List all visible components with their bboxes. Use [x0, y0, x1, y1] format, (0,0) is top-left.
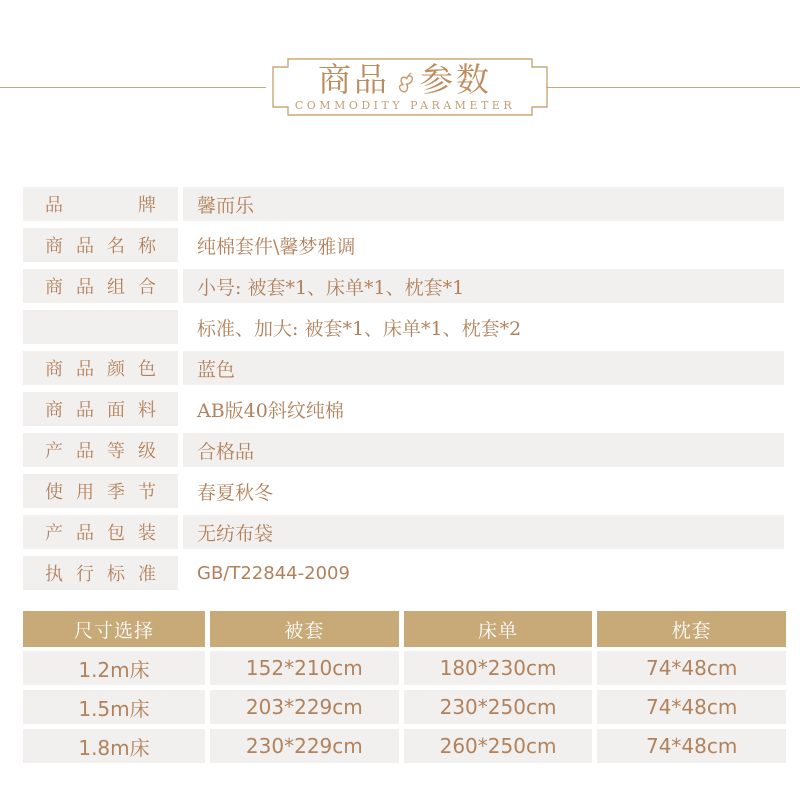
param-value: AB版40斜纹纯棉	[197, 399, 344, 422]
size-cell: 152*210cm	[210, 651, 399, 685]
param-label: 商 品 组 合	[23, 269, 178, 303]
param-value: 馨而乐	[183, 187, 784, 221]
param-row-brand	[23, 187, 784, 221]
param-label: 商 品 颜 色	[23, 351, 178, 385]
param-label: 产 品 等 级	[23, 433, 178, 467]
param-value: 合格品	[183, 433, 784, 467]
butterfly-icon	[391, 68, 420, 97]
size-cell: 1.2m床	[23, 651, 205, 685]
banner	[260, 55, 550, 119]
param-label: 使 用 季 节	[23, 474, 178, 508]
parameter-table	[23, 187, 784, 597]
param-value: 无纺布袋	[183, 515, 784, 549]
size-header-pillowcase: 枕套	[597, 611, 786, 647]
param-row-combination-2	[23, 310, 784, 344]
size-cell: 230*250cm	[404, 690, 593, 724]
param-value: 春夏秋冬	[197, 481, 274, 504]
param-row-standard	[23, 556, 784, 590]
param-row-grade	[23, 433, 784, 467]
size-header-duvet-cover: 被套	[210, 611, 399, 647]
param-label-empty	[23, 310, 178, 344]
param-value: 小号: 被套*1、床单*1、枕套*1	[183, 269, 784, 303]
size-header-bed-sheet: 床单	[404, 611, 593, 647]
param-label: 产 品 包 装	[23, 515, 178, 549]
param-row-packaging	[23, 515, 784, 549]
banner-rule-left	[0, 87, 266, 88]
size-cell: 1.5m床	[23, 690, 205, 724]
param-row-combination	[23, 269, 784, 303]
size-table	[23, 611, 786, 768]
size-cell: 180*230cm	[404, 651, 593, 685]
param-label: 商 品 面 料	[23, 392, 178, 426]
param-value: 标准、加大: 被套*1、床单*1、枕套*2	[197, 317, 522, 340]
size-cell: 260*250cm	[404, 729, 593, 763]
size-cell: 74*48cm	[597, 690, 786, 724]
param-label: 商 品 名 称	[23, 228, 178, 262]
param-row-season	[23, 474, 784, 508]
size-row-1-8m	[23, 729, 786, 763]
size-cell: 74*48cm	[597, 729, 786, 763]
param-label: 品 牌	[23, 187, 178, 221]
size-cell: 74*48cm	[597, 651, 786, 685]
size-row-1-5m	[23, 690, 786, 724]
param-row-product-name	[23, 228, 784, 262]
size-cell: 230*229cm	[210, 729, 399, 763]
page-subtitle: COMMODITY PARAMETER	[294, 99, 516, 112]
param-value: 蓝色	[183, 351, 784, 385]
page-title-left: 商品	[318, 60, 390, 99]
size-cell: 203*229cm	[210, 690, 399, 724]
page-title-right: 参数	[420, 60, 492, 99]
param-label: 执 行 标 准	[23, 556, 178, 590]
param-row-fabric	[23, 392, 784, 426]
size-row-1-2m	[23, 651, 786, 685]
param-value: GB/T22844-2009	[197, 562, 350, 584]
banner-rule-right	[546, 87, 800, 88]
size-cell: 1.8m床	[23, 729, 205, 763]
size-header-size-select: 尺寸选择	[23, 611, 205, 647]
param-row-color	[23, 351, 784, 385]
page-title	[318, 60, 492, 99]
size-table-header	[23, 611, 786, 647]
param-value: 纯棉套件\馨梦雅调	[197, 235, 356, 258]
